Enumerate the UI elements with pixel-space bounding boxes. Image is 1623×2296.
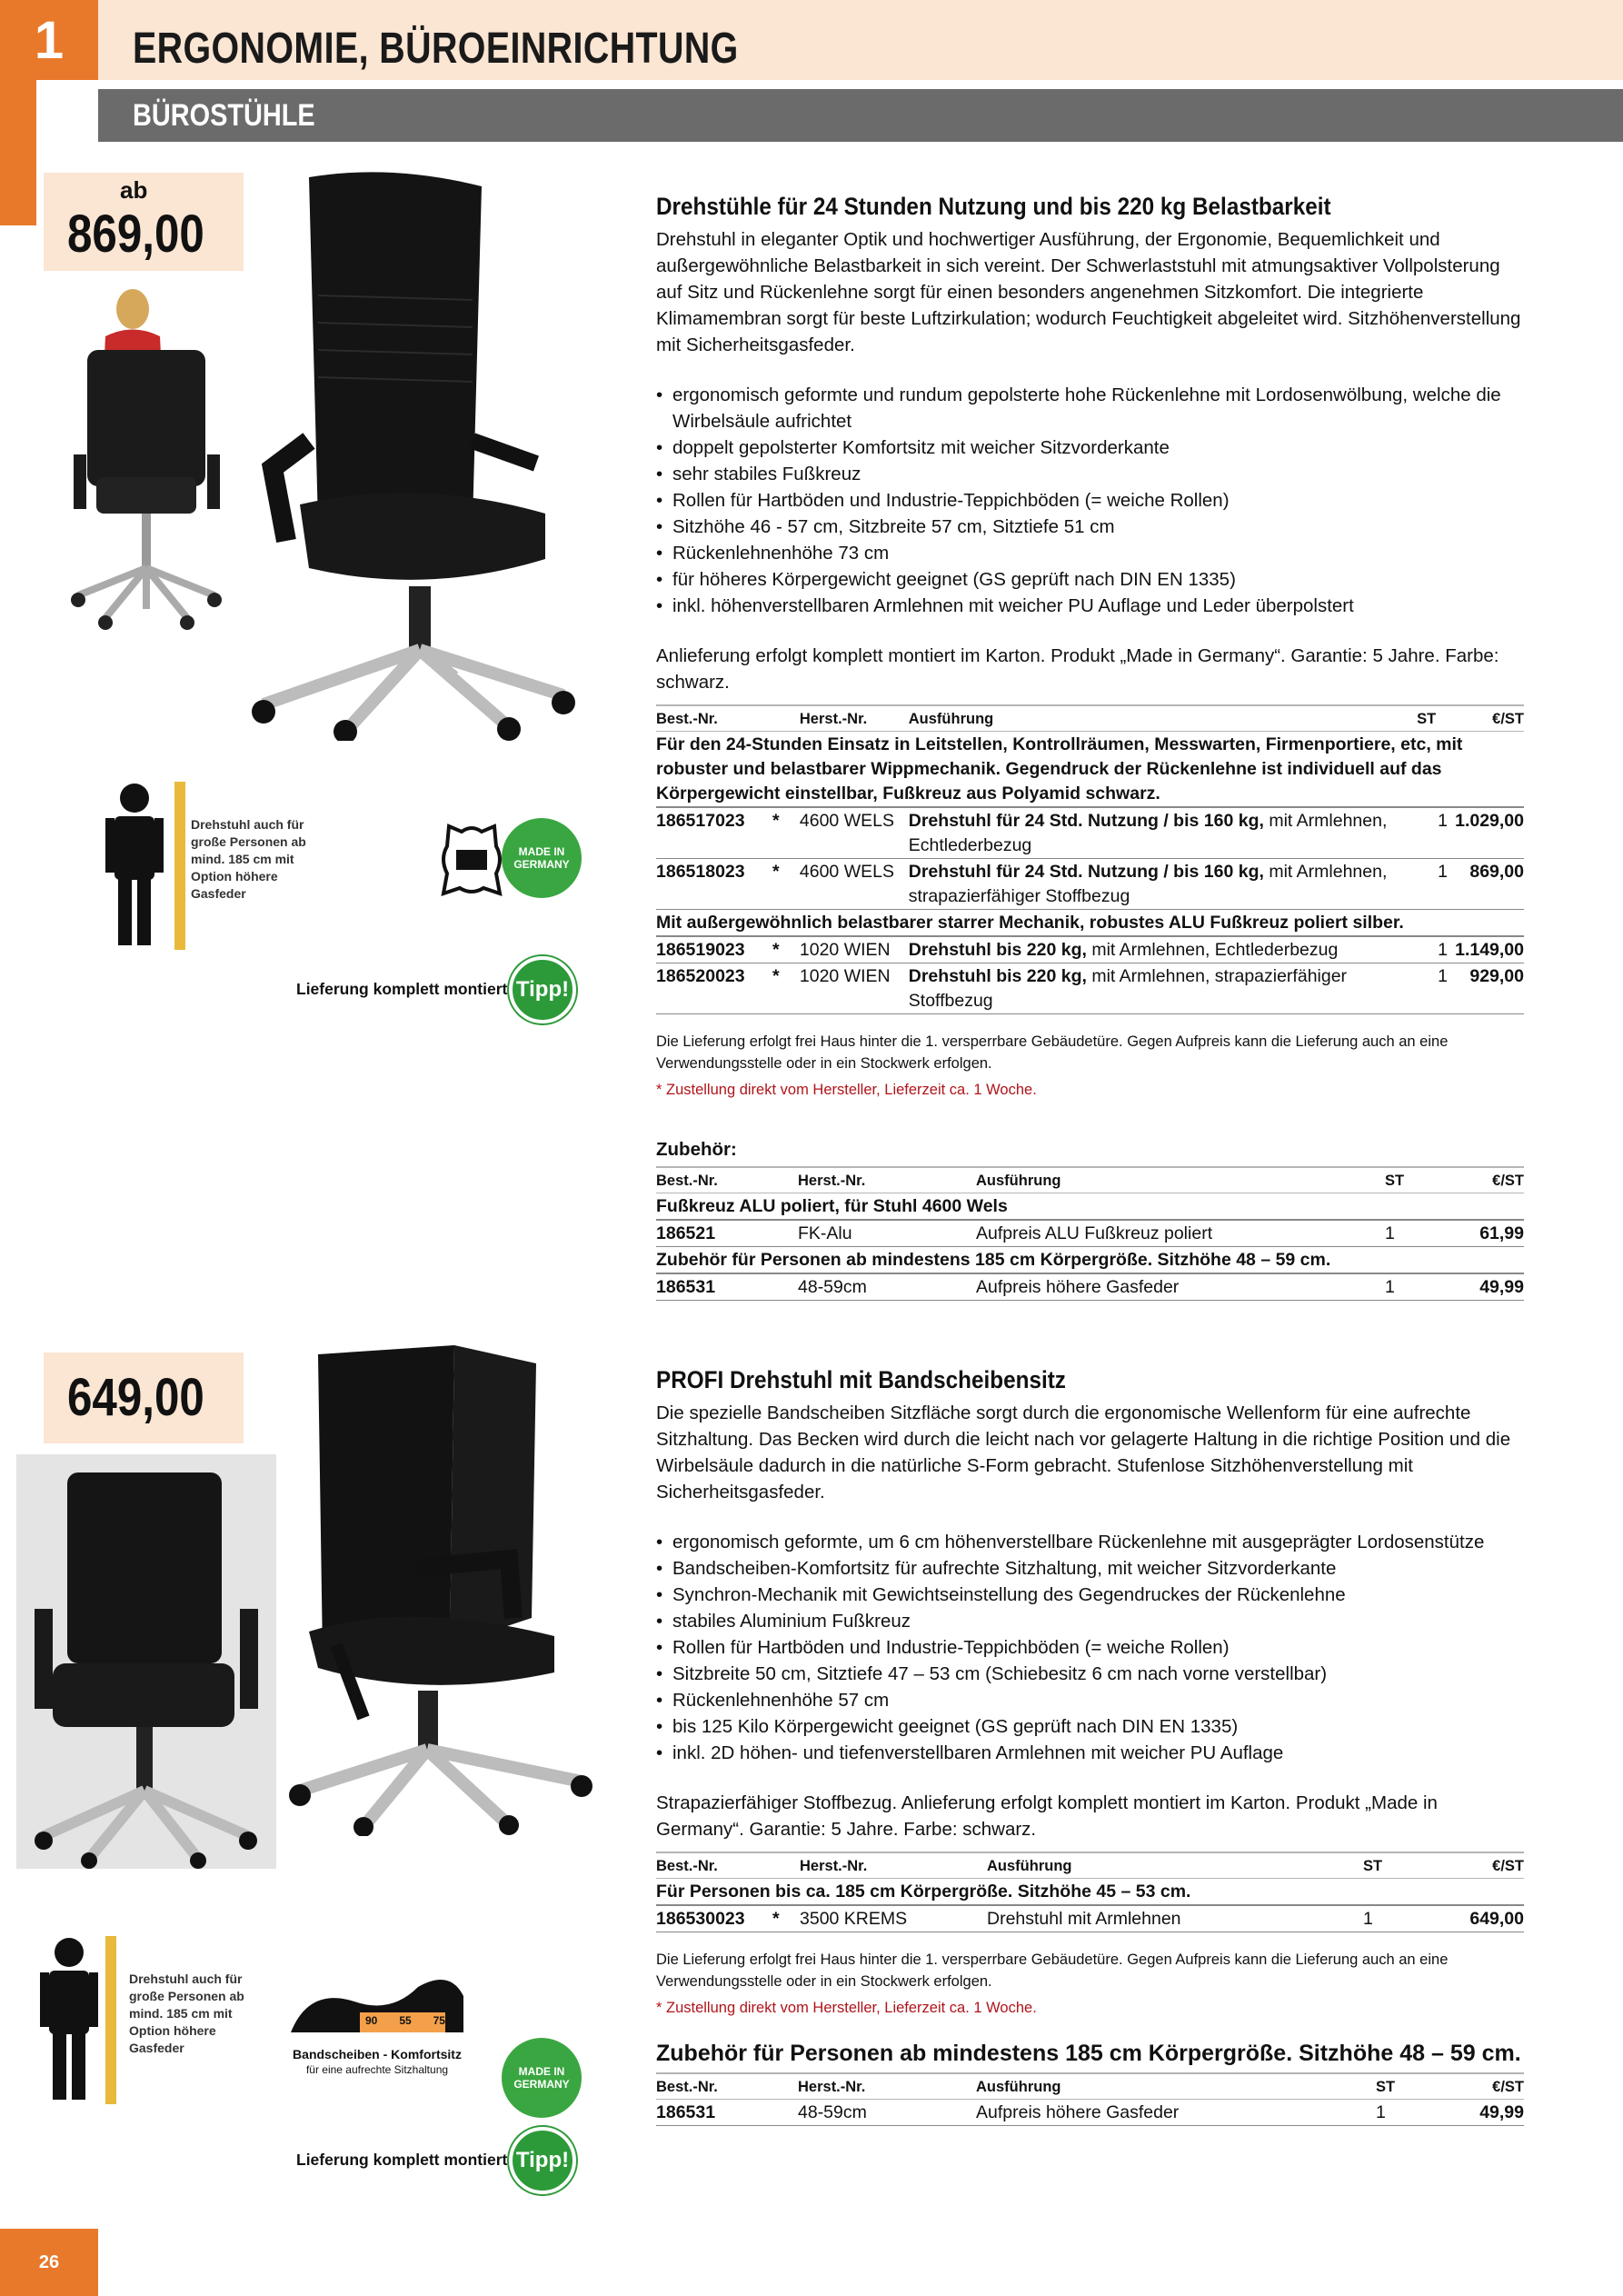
- office-chair-image-2: [282, 1345, 618, 1836]
- cell-nr: 186531: [656, 1273, 798, 1301]
- cell-ausf-bold: Drehstuhl bis 220 kg,: [908, 940, 1087, 960]
- cell-herst: FK-Alu: [798, 1220, 976, 1247]
- table-group-row: [656, 1879, 1524, 1906]
- col-nr: Best.-Nr.: [656, 1167, 798, 1193]
- product-1-table: [656, 704, 1524, 1014]
- table-row: [656, 807, 1524, 859]
- table-row: [656, 2100, 1524, 2126]
- cell-nr: 186518023: [656, 859, 772, 910]
- cell-st: 1: [1417, 963, 1455, 1014]
- product-1-features: [656, 382, 1524, 619]
- table-row: [656, 1905, 1524, 1932]
- product-2-table: [656, 1852, 1524, 1932]
- delivery-label: Lieferung komplett montiert: [296, 980, 508, 998]
- cell-ausf: [909, 807, 1417, 859]
- person-label: Drehstuhl auch für große Personen ab mind. 185 cm mit Option höhere Gasfeder: [191, 817, 306, 901]
- product-2-features: [656, 1529, 1524, 1766]
- cell-ausf-bold: Drehstuhl für 24 Std. Nutzung / bis 160 kg,: [908, 862, 1264, 882]
- accessory-table: [656, 2072, 1524, 2126]
- chair-photo-small: [16, 1454, 276, 1869]
- feature-item: • doppelt gepolsterter Komfortsitz mit weicher Sitzvorderkante: [656, 434, 1524, 461]
- cell-herst: 3500 KREMS: [800, 1905, 987, 1932]
- table-group-row: [656, 732, 1524, 808]
- cell-price: 649,00: [1456, 1905, 1524, 1932]
- delivery-label: Lieferung komplett montiert: [296, 2151, 508, 2169]
- cell-nr: 186531: [656, 2100, 798, 2126]
- delivery-note: Die Lieferung erfolgt frei Haus hinter die 1. versperrbare Gebäudetüre. Gegen Aufpreis kann die Lieferung auch an eine Verwendungsstelle oder in ein Stockwerk erfolgen.: [656, 1033, 1449, 1072]
- cell-st: 1: [1417, 807, 1455, 859]
- col-star: [772, 705, 800, 732]
- cushion-number: 75: [433, 2014, 445, 2027]
- group-text: Für Personen bis ca. 185 cm Körpergröße. Sitzhöhe 45 – 53 cm.: [656, 1879, 1524, 1906]
- cushion-label: Bandscheiben - Komfortsitz: [293, 2047, 462, 2061]
- person-label: Drehstuhl auch für große Personen ab mind. 185 cm mit Option höhere Gasfeder: [129, 1972, 244, 2055]
- feature-item: • stabiles Aluminium Fußkreuz: [656, 1608, 1524, 1634]
- col-st: ST: [1417, 705, 1455, 732]
- cushion-icon: [282, 1969, 473, 2041]
- col-st: ST: [1385, 1167, 1456, 1193]
- feature-item: • Sitzbreite 50 cm, Sitztiefe 47 – 53 cm (Schiebesitz 6 cm nach vorne verstellbar): [656, 1661, 1524, 1687]
- cell-price: 1.029,00: [1455, 807, 1524, 859]
- feature-item: • Sitzhöhe 46 - 57 cm, Sitzbreite 57 cm, Sitztiefe 51 cm: [656, 514, 1524, 540]
- col-st: ST: [1376, 2073, 1456, 2100]
- product-2-intro: Die spezielle Bandscheiben Sitzfläche sorgt durch die ergonomische Wellenform für eine aufrechte Sitzhaltung. Das Becken wird durch die leicht nach vor gelagerte Haltung in die richtige Position und die Wirbelsäule dadurch in die natürliche S-Form gebracht. Stufenlose Sitzhöhenverstellung mit Sicherheitsgasfeder.: [656, 1403, 1511, 1502]
- office-chair-image: [245, 168, 591, 741]
- cell-ausf-rest: mit Armlehnen, Echtlederbezug: [1086, 940, 1339, 960]
- table-header: [656, 1852, 1524, 1879]
- feature-item: • Synchron-Mechanik mit Gewichtseinstellung des Gegendruckes der Rückenlehne: [656, 1582, 1524, 1608]
- accent-strip: [0, 80, 36, 225]
- cell-price: 929,00: [1455, 963, 1524, 1014]
- cell-star: *: [772, 1905, 800, 1932]
- col-herst: Herst.-Nr.: [798, 1167, 976, 1193]
- tipp-badge: Tipp!: [509, 2127, 576, 2194]
- col-herst: Herst.-Nr.: [800, 705, 909, 732]
- product-1-delivery: Anlieferung erfolgt komplett montiert im Karton. Produkt „Made in Germany“. Garantie: 5 Jahre. Farbe: schwarz.: [656, 645, 1499, 693]
- cell-st: 1: [1417, 936, 1455, 963]
- cell-price: 1.149,00: [1455, 936, 1524, 963]
- person-silhouette-icon: [36, 1936, 127, 2104]
- table-group-row: [656, 910, 1524, 937]
- accessory-heading: Zubehör für Personen ab mindestens 185 cm Körpergröße. Sitzhöhe 48 – 59 cm.: [656, 2041, 1521, 2066]
- col-herst: Herst.-Nr.: [798, 2073, 976, 2100]
- group-text: Fußkreuz ALU poliert, für Stuhl 4600 Wels: [656, 1193, 1524, 1221]
- col-herst: Herst.-Nr.: [800, 1852, 987, 1879]
- cushion-numbers: [365, 2014, 445, 2027]
- cell-star: *: [772, 936, 800, 963]
- feature-item: • sehr stabiles Fußkreuz: [656, 461, 1524, 487]
- feature-item: • inkl. höhenverstellbaren Armlehnen mit weicher PU Auflage und Leder überpolstert: [656, 593, 1524, 619]
- cushion-number: 55: [399, 2014, 412, 2027]
- col-price: €/ST: [1456, 2073, 1524, 2100]
- cell-herst: 1020 WIEN: [800, 963, 909, 1014]
- cell-nr: 186521: [656, 1220, 798, 1247]
- table-row: [656, 963, 1524, 1014]
- cell-st: 1: [1417, 859, 1455, 910]
- cell-ausf-rest: mit Armlehnen, strapazierfähiger Stoffbezug: [908, 862, 1388, 906]
- price-badge-1: [44, 173, 244, 271]
- col-ausf: Ausführung: [909, 705, 1417, 732]
- table-row: [656, 936, 1524, 963]
- made-in-germany-badge: MADE IN GERMANY: [502, 818, 582, 898]
- cell-nr: 186519023: [656, 936, 772, 963]
- table-row: [656, 1220, 1524, 1247]
- col-nr: Best.-Nr.: [656, 705, 772, 732]
- cell-st: 1: [1363, 1905, 1456, 1932]
- feature-item: • Rückenlehnenhöhe 57 cm: [656, 1687, 1524, 1713]
- cell-herst: 48-59cm: [798, 1273, 976, 1301]
- page-title: ERGONOMIE, BÜROEINRICHTUNG: [133, 25, 739, 73]
- table-group-row: [656, 1247, 1524, 1274]
- feature-item: • für höheres Körpergewicht geeignet (GS geprüft nach DIN EN 1335): [656, 566, 1524, 593]
- price-value: 649,00: [67, 1368, 204, 1427]
- col-ausf: Ausführung: [976, 1167, 1385, 1193]
- feature-item: • bis 125 Kilo Körpergewicht geeignet (GS geprüft nach DIN EN 1335): [656, 1713, 1524, 1740]
- col-st: ST: [1363, 1852, 1456, 1879]
- table-row: [656, 859, 1524, 910]
- cell-nr: 186520023: [656, 963, 772, 1014]
- product-1: [656, 193, 1524, 1301]
- product-1-intro: Drehstuhl in eleganter Optik und hochwertiger Ausführung, der Ergonomie, Bequemlichkeit und außergewöhnliche Belastbarkeit in sich vereint. Der Schwerlaststuhl mit atmungsaktiver Vollpolsterung auf Sitz und Rückenlehne sorgt für einen besonders angenehmen Sitzkomfort. Die integrierte Klimamembran sorgt für beste Luftzirkulation; wodurch Feuchtigkeit abgeleitet wird. Sitzhöhenverstellung mit Sicherheitsgasfeder.: [656, 229, 1521, 355]
- cell-ausf: Aufpreis höhere Gasfeder: [976, 2100, 1376, 2126]
- cell-ausf: Aufpreis höhere Gasfeder: [976, 1273, 1385, 1301]
- person-silhouette-icon: [98, 782, 189, 950]
- table-row: [656, 1273, 1524, 1301]
- cell-herst: 4600 WELS: [800, 807, 909, 859]
- cell-st: 1: [1385, 1273, 1456, 1301]
- price-value: 869,00: [67, 205, 204, 264]
- col-price: €/ST: [1455, 705, 1524, 732]
- cushion-figure: [282, 1969, 473, 2083]
- group-text: Zubehör für Personen ab mindestens 185 cm Körpergröße. Sitzhöhe 48 – 59 cm.: [656, 1247, 1524, 1274]
- cushion-number: 90: [365, 2014, 378, 2027]
- section-title: BÜROSTÜHLE: [133, 98, 315, 133]
- delivery-time-note: * Zustellung direkt vom Hersteller, Lieferzeit ca. 1 Woche.: [656, 2000, 1037, 2016]
- table-group-row: [656, 1193, 1524, 1221]
- cell-nr: 186517023: [656, 807, 772, 859]
- cell-ausf: [909, 859, 1417, 910]
- table-header: [656, 2073, 1524, 2100]
- person-with-chair-image: [60, 282, 242, 645]
- product-1-title: Drehstühle für 24 Stunden Nutzung und bis 220 kg Belastbarkeit: [656, 193, 1331, 220]
- feature-item: • ergonomisch geformte und rundum gepolsterte hohe Rückenlehne mit Lordosenwölbung, welche die Wirbelsäule aufrichtet: [656, 382, 1524, 434]
- cell-price: 61,99: [1456, 1220, 1524, 1247]
- cell-st: 1: [1376, 2100, 1456, 2126]
- cell-ausf: [909, 936, 1417, 963]
- col-nr: Best.-Nr.: [656, 2073, 798, 2100]
- col-ausf: Ausführung: [976, 2073, 1376, 2100]
- cell-nr: 186530023: [656, 1905, 772, 1932]
- cell-ausf: Drehstuhl mit Armlehnen: [987, 1905, 1363, 1932]
- cell-star: *: [772, 807, 800, 859]
- cell-ausf-bold: Drehstuhl bis 220 kg,: [908, 966, 1087, 986]
- made-in-germany-badge: MADE IN GERMANY: [502, 2038, 582, 2118]
- product-2-title: PROFI Drehstuhl mit Bandscheibensitz: [656, 1366, 1066, 1393]
- col-price: €/ST: [1456, 1852, 1524, 1879]
- cell-price: 869,00: [1455, 859, 1524, 910]
- leather-icon: [440, 823, 503, 897]
- table-header: [656, 1167, 1524, 1193]
- cell-ausf-rest: mit Armlehnen, Echtlederbezug: [908, 811, 1388, 855]
- cell-ausf: Aufpreis ALU Fußkreuz poliert: [976, 1220, 1385, 1247]
- cell-ausf: [909, 963, 1417, 1014]
- tipp-badge: Tipp!: [509, 956, 576, 1023]
- cell-price: 49,99: [1456, 2100, 1524, 2126]
- col-ausf: Ausführung: [987, 1852, 1363, 1879]
- delivery-note: Die Lieferung erfolgt frei Haus hinter die 1. versperrbare Gebäudetüre. Gegen Aufpreis kann die Lieferung auch an eine Verwendungsstelle oder in ein Stockwerk erfolgen.: [656, 1952, 1449, 1990]
- group-text: Für den 24-Stunden Einsatz in Leitstellen, Kontrollräumen, Messwarten, Firmenportiere, etc, mit robuster und belastbarer Wippmechanik. Gegendruck der Rückenlehne ist individuell auf das Körpergewicht einstellbar, Fußkreuz aus Polyamid schwarz.: [656, 732, 1524, 808]
- subtitle-band: [98, 89, 1623, 142]
- feature-item: • Rollen für Hartböden und Industrie-Teppichböden (= weiche Rollen): [656, 1634, 1524, 1661]
- cell-herst: 48-59cm: [798, 2100, 976, 2126]
- cushion-sublabel: für eine aufrechte Sitzhaltung: [305, 2063, 449, 2076]
- price-badge-2: [44, 1353, 244, 1443]
- cell-star: *: [772, 859, 800, 910]
- title-band: [98, 0, 1623, 80]
- product-2: [656, 1366, 1524, 2126]
- col-price: €/ST: [1456, 1167, 1524, 1193]
- col-nr: Best.-Nr.: [656, 1852, 772, 1879]
- cell-st: 1: [1385, 1220, 1456, 1247]
- cell-herst: 4600 WELS: [800, 859, 909, 910]
- cell-star: *: [772, 963, 800, 1014]
- cell-price: 49,99: [1456, 1273, 1524, 1301]
- chapter-number: 1: [0, 0, 98, 80]
- table-header: [656, 705, 1524, 732]
- cell-herst: 1020 WIEN: [800, 936, 909, 963]
- delivery-time-note: * Zustellung direkt vom Hersteller, Lieferzeit ca. 1 Woche.: [656, 1082, 1037, 1098]
- feature-item: • Rückenlehnenhöhe 73 cm: [656, 540, 1524, 566]
- accessory-table: [656, 1166, 1524, 1301]
- col-star: [772, 1852, 800, 1879]
- feature-item: • Rollen für Hartböden und Industrie-Teppichböden (= weiche Rollen): [656, 487, 1524, 514]
- cell-ausf-bold: Drehstuhl für 24 Std. Nutzung / bis 160 kg,: [908, 811, 1264, 831]
- product-2-delivery: Strapazierfähiger Stoffbezug. Anlieferung erfolgt komplett montiert im Karton. Produkt „Made in Germany“. Garantie: 5 Jahre. Farbe: schwarz.: [656, 1792, 1438, 1840]
- feature-item: • ergonomisch geformte, um 6 cm höhenverstellbare Rückenlehne mit ausgeprägter Lordosenstütze: [656, 1529, 1524, 1555]
- group-text: Mit außergewöhnlich belastbarer starrer Mechanik, robustes ALU Fußkreuz poliert silber.: [656, 910, 1524, 937]
- accessory-heading: Zubehör:: [656, 1139, 737, 1160]
- feature-item: • Bandscheiben-Komfortsitz für aufrechte Sitzhaltung, mit weicher Sitzvorderkante: [656, 1555, 1524, 1582]
- page-number: 26: [0, 2229, 98, 2296]
- cell-ausf-rest: mit Armlehnen, strapazierfähiger Stoffbezug: [908, 966, 1348, 1011]
- feature-item: • inkl. 2D höhen- und tiefenverstellbaren Armlehnen mit weicher PU Auflage: [656, 1740, 1524, 1766]
- price-prefix: ab: [120, 176, 148, 204]
